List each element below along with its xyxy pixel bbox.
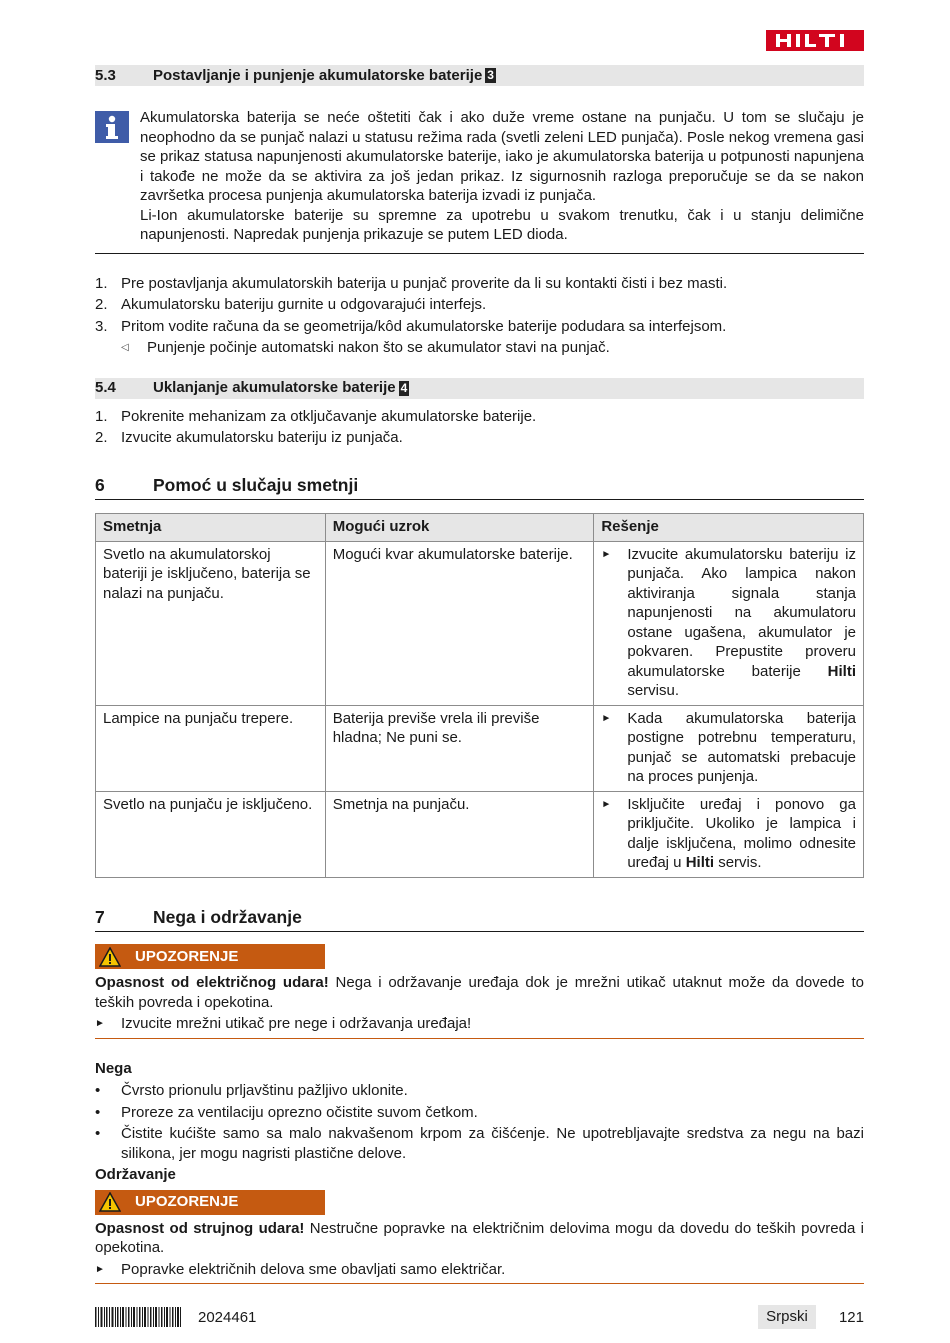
chapter-6-heading: 6 Pomoć u slučaju smetnji — [95, 476, 864, 501]
solution-cell: ► Isključite uređaj i ponovo ga priključite. Ukoliko je lampica i dalje isključena, molimo odnesite uređaj u Hilti servis. — [594, 791, 864, 877]
info-paragraph-1: Akumulatorska baterija se neće oštetiti čak i ako duže vreme ostane na punjaču. U tom se slučaju je neophodno da se punjač nalazi u statusu režima rada (svetli zeleni LED punjača). Posle nekog vremena gasi se prikaz statusa napunjenosti akumulatorske baterije, iako je akumulatorska baterija u potpunosti napunjena i takođe ne može da se aktivira za još jedan prikaz. Iz sigurnosnih razloga preporučuje se da se nakon završetka procesa punjenja akumulatorska baterija izvadi iz punjača. — [140, 109, 864, 204]
cause-cell: Smetnja na punjaču. — [325, 791, 594, 877]
list-item: • Čistite kućište samo sa malo nakvašenom krpom za čišćenje. Ne upotrebljavajte sredstva za negu na bazi silikona, jer mogu nagristi plastične delove. — [95, 1125, 864, 1162]
warning-action: ► Popravke električnih delova sme obavljati samo električar. — [95, 1260, 864, 1285]
solution-cell: ► Izvucite akumulatorsku bateriju iz punjača. Ako lampica nakon aktiviranja signala stanja napunjenosti na akumulatoru ostane ugašena, akumulator je pokvaren. Prepustite proveru akumulatorske baterije Hilti servisu. — [594, 541, 864, 705]
care-heading: Nega — [95, 1059, 132, 1077]
arrow-right-icon: ► — [601, 548, 612, 560]
warning-triangle-icon — [99, 947, 121, 967]
info-paragraph-2: Li-Ion akumulatorske baterije su spremne za upotrebu u svakom trenutku, čak i u stanju delimične napunjenosti. Napredak punjenja prikazuje se putem LED dioda. — [140, 206, 864, 243]
figure-ref: 3 — [487, 68, 494, 82]
list-item: 1. Pre postavljanja akumulatorskih baterija u punjač proverite da li su kontakti čisti i bez masti. — [95, 274, 728, 292]
column-header: Mogući uzrok — [325, 514, 594, 542]
cause-cell: Mogući kvar akumulatorske baterije. — [325, 541, 594, 705]
steps-5-3 — [95, 274, 864, 337]
arrow-right-icon: ► — [601, 798, 612, 810]
barcode-icon — [95, 1307, 181, 1327]
steps-5-4 — [95, 407, 864, 448]
warning-triangle-icon — [99, 1192, 121, 1212]
list-item: • Proreze za ventilaciju oprezno očistite suvom četkom. — [95, 1103, 478, 1121]
list-item: 3. Pritom vodite računa da se geometrija/kôd akumulatorske baterije podudara sa interfejsom. — [95, 317, 727, 335]
warning-text: Opasnost od električnog udara! Nega i održavanje uređaja dok je mrežni utikač utaknut može da dovede to teških povreda i opekotina. — [95, 974, 864, 1011]
section-title: Postavljanje i punjenje akumulatorske baterije — [153, 66, 483, 84]
chapter-7-heading: 7 Nega i održavanje — [95, 908, 864, 933]
solution-cell: ► Kada akumulatorska baterija postigne potrebnu temperaturu, punjač se automatski prebacuje na proces punjenja. — [594, 705, 864, 791]
section-5-3-heading — [95, 65, 864, 86]
result-triangle-icon: ◁ — [121, 342, 129, 353]
arrow-right-icon: ► — [95, 1263, 105, 1275]
document-number: 2024461 — [198, 1309, 257, 1326]
cause-cell: Baterija previše vrela ili previše hladna; Ne puni se. — [325, 705, 594, 791]
maintenance-heading: Održavanje — [95, 1166, 176, 1183]
warning-action: ► Izvucite mrežni utikač pre nege i održavanja uređaja! — [95, 1014, 864, 1039]
table-row — [96, 791, 864, 877]
page-number: 121 — [838, 1309, 864, 1326]
warning-label: UPOZORENJE — [95, 1190, 325, 1215]
language-badge: Srpski — [758, 1305, 816, 1329]
arrow-right-icon: ► — [95, 1018, 105, 1029]
section-number: 5.3 — [95, 66, 116, 84]
care-list — [95, 1081, 864, 1163]
fault-cell: Lampice na punjaču trepere. — [96, 705, 326, 791]
info-icon — [95, 111, 129, 143]
list-item: 1. Pokrenite mehanizam za otključavanje akumulatorske baterije. — [95, 407, 537, 425]
column-header: Rešenje — [594, 514, 864, 542]
figure-ref: 4 — [400, 380, 408, 395]
warning-block-2 — [95, 1190, 864, 1285]
table-row — [96, 541, 864, 705]
section-number: 5.4 — [95, 379, 116, 397]
fault-cell: Svetlo na punjaču je isključeno. — [96, 791, 326, 877]
step-result: ◁ Punjenje počinje automatski nakon što se akumulator stavi na punjač. — [121, 339, 610, 356]
hilti-logo — [766, 30, 864, 51]
page-footer — [95, 1305, 864, 1329]
list-item: 2. Akumulatorsku bateriju gurnite u odgovarajući interfejs. — [95, 296, 487, 313]
warning-text: Opasnost od strujnog udara! Nestručne popravke na električnim delovima mogu da dovedu do teških povreda i opekotina. — [95, 1219, 865, 1256]
troubleshooting-table — [95, 513, 864, 878]
section-5-4-heading — [95, 378, 864, 399]
warning-block-1 — [95, 944, 864, 1039]
fault-cell: Svetlo na akumulatorskoj bateriji je isključeno, baterija se nalazi na punjaču. — [96, 541, 326, 705]
warning-label: UPOZORENJE — [95, 944, 325, 969]
arrow-right-icon: ► — [601, 712, 612, 724]
info-box — [95, 108, 864, 254]
list-item: • Čvrsto prionulu prljavštinu pažljivo uklonite. — [95, 1082, 408, 1099]
column-header: Smetnja — [96, 514, 326, 542]
list-item: 2. Izvucite akumulatorsku bateriju iz punjača. — [95, 429, 403, 446]
table-header-row — [96, 514, 864, 542]
section-title: Uklanjanje akumulatorske baterije — [153, 379, 396, 397]
table-row — [96, 705, 864, 791]
